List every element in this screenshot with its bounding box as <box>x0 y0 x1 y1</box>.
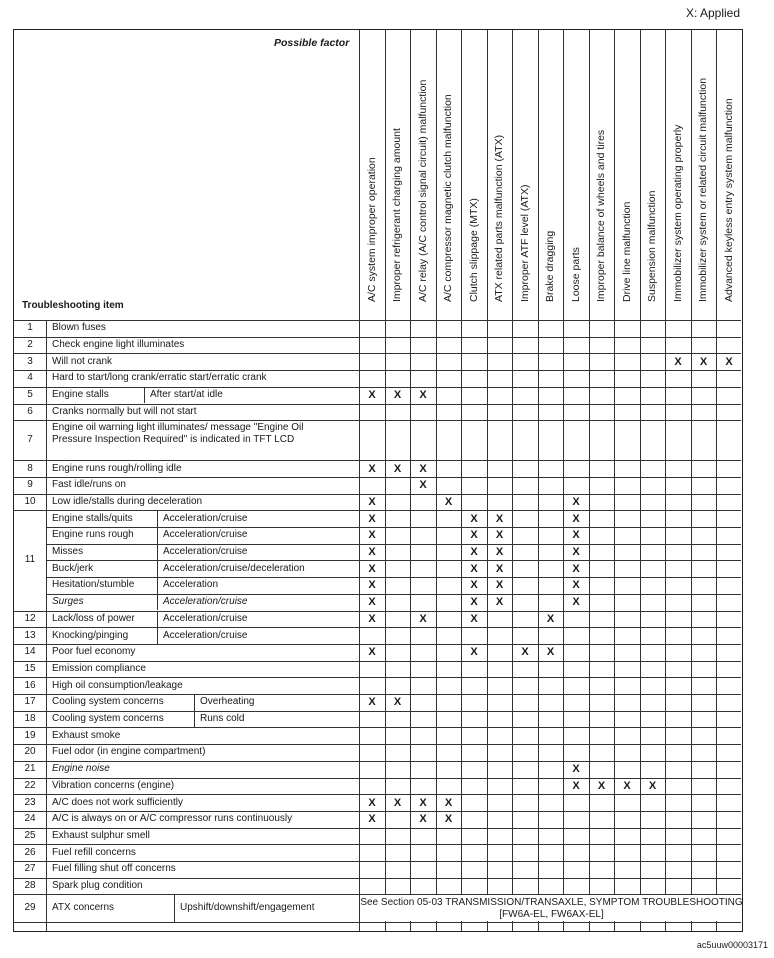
row-number: 9 <box>27 479 33 491</box>
applied-mark: X <box>419 796 427 809</box>
applied-mark: X <box>495 596 504 609</box>
factor-column-header <box>385 30 411 320</box>
applied-mark: X <box>470 646 478 659</box>
applied-mark: X <box>470 529 478 542</box>
applied-mark: X <box>674 355 682 368</box>
row-divider <box>14 811 741 812</box>
row-divider <box>14 711 741 712</box>
factor-label: Loose parts <box>569 247 582 302</box>
factor-column-header <box>487 30 513 320</box>
row-divider <box>14 353 741 354</box>
applied-mark: X <box>368 646 376 659</box>
applied-mark: X <box>368 696 376 709</box>
row-divider <box>14 404 741 405</box>
condition: Acceleration/cruise <box>163 546 248 558</box>
applied-mark: X <box>470 596 478 609</box>
applied-mark: X <box>572 562 580 575</box>
applied-mark: X <box>725 355 733 368</box>
row-number: 6 <box>27 405 33 417</box>
factor-column-header <box>665 30 691 320</box>
troubleshooting-item: Fuel filling shut off concerns <box>52 863 176 875</box>
factor-column-header <box>359 30 385 320</box>
troubleshooting-item: Blown fuses <box>52 322 106 334</box>
row-number: 27 <box>24 863 36 875</box>
condition: Acceleration/cruise <box>163 629 248 641</box>
row-number: 29 <box>24 902 36 914</box>
troubleshooting-item: Fuel refill concerns <box>52 846 136 858</box>
row-divider <box>14 337 741 338</box>
applied-mark: X <box>368 596 376 609</box>
troubleshooting-item: Vibration concerns (engine) <box>52 779 175 791</box>
applied-mark: X <box>597 779 606 792</box>
applied-mark: X <box>393 796 402 809</box>
troubleshooting-item: Emission compliance <box>52 662 146 674</box>
troubleshooting-item: Surges <box>52 596 84 608</box>
troubleshooting-item: Check engine light illuminates <box>52 339 185 351</box>
condition-divider <box>174 894 175 922</box>
row-divider <box>14 878 741 879</box>
row-divider <box>14 644 741 645</box>
applied-mark: X <box>495 562 504 575</box>
factor-label: Brake dragging <box>544 230 557 302</box>
factor-column-header <box>436 30 462 320</box>
troubleshooting-table <box>13 29 743 932</box>
row-divider <box>14 370 741 371</box>
applied-mark: X <box>444 813 453 826</box>
troubleshooting-item: Cooling system concerns <box>52 696 164 708</box>
troubleshooting-item: Engine oil warning light illuminates/ message "Engine Oil Pressure Inspection Required" is indicated in TFT LCD <box>52 422 304 446</box>
row-divider <box>14 387 741 388</box>
applied-mark: X <box>368 529 376 542</box>
factor-label: Clutch slippage (MTX) <box>467 198 480 302</box>
applied-mark: X <box>648 779 657 792</box>
condition-divider <box>157 611 158 628</box>
condition: Acceleration/cruise <box>163 596 248 608</box>
factor-label: ATX related parts malfunction (ATX) <box>493 134 506 302</box>
applied-mark: X <box>572 779 580 792</box>
legend: X: Applied <box>685 6 740 20</box>
condition-divider <box>157 544 158 561</box>
figure-id: ac5uuw00003171 <box>696 940 768 950</box>
troubleshooting-item: Will not crank <box>52 355 113 367</box>
row-number: 4 <box>27 372 33 384</box>
row-number: 21 <box>24 763 36 775</box>
applied-mark: X <box>572 529 580 542</box>
row-number: 23 <box>24 796 36 808</box>
applied-mark: X <box>368 462 376 475</box>
row-number: 12 <box>24 612 36 624</box>
applied-mark: X <box>368 612 376 625</box>
applied-mark: X <box>495 529 504 542</box>
row-number: 25 <box>24 829 36 841</box>
condition: After start/at idle <box>150 389 223 401</box>
applied-mark: X <box>546 646 555 659</box>
applied-mark: X <box>368 579 376 592</box>
troubleshooting-item: Engine noise <box>52 763 110 775</box>
applied-mark: X <box>572 596 580 609</box>
factor-label: A/C relay (A/C control signal circuit) malfunction <box>416 79 429 302</box>
applied-mark: X <box>419 612 427 625</box>
condition-divider <box>157 560 158 577</box>
condition-divider <box>194 711 195 728</box>
row-divider <box>14 611 741 612</box>
row-divider <box>14 627 741 628</box>
factor-label: Improper refrigerant charging amount <box>391 128 404 302</box>
troubleshooting-item: High oil consumption/leakage <box>52 679 183 691</box>
factor-label: Improper balance of wheels and tires <box>595 129 608 302</box>
condition-divider <box>157 627 158 644</box>
applied-mark: X <box>419 813 427 826</box>
row-divider <box>14 761 741 762</box>
applied-mark: X <box>368 512 376 525</box>
row-divider <box>14 861 741 862</box>
troubleshooting-item: Engine stalls/quits <box>52 512 133 524</box>
row-number: 15 <box>24 662 36 674</box>
row-number: 24 <box>24 813 36 825</box>
row-divider <box>14 844 741 845</box>
row-divider <box>46 594 741 595</box>
applied-mark: X <box>572 512 580 525</box>
row-divider <box>46 577 741 578</box>
applied-mark: X <box>572 763 580 776</box>
factor-column-header <box>563 30 589 320</box>
factor-label: Immobilizer system operating properly <box>671 124 684 302</box>
row-number: 8 <box>27 462 33 474</box>
row-number: 10 <box>24 495 36 507</box>
condition-divider <box>194 694 195 711</box>
factor-label: A/C compressor magnetic clutch malfunction <box>442 94 455 302</box>
applied-mark: X <box>572 579 580 592</box>
troubleshooting-item: A/C does not work sufficiently <box>52 796 183 808</box>
applied-mark: X <box>572 495 580 508</box>
possible-factor-header: Possible factor <box>274 37 350 49</box>
row-number: 3 <box>27 355 33 367</box>
row-number: 16 <box>24 679 36 691</box>
troubleshooting-item: Fast idle/runs on <box>52 479 126 491</box>
row-number: 17 <box>24 696 36 708</box>
see-section-note: See Section 05-03 TRANSMISSION/TRANSAXLE, SYMPTOM TROUBLESHOOTING [FW6A-EL, FW6AX-EL] <box>360 897 743 921</box>
row-number: 1 <box>27 322 33 334</box>
condition-divider <box>157 594 158 611</box>
row-divider <box>14 420 741 421</box>
factor-column-header <box>640 30 666 320</box>
row-divider <box>14 460 741 461</box>
row-number: 14 <box>24 646 36 658</box>
row-divider <box>14 727 741 728</box>
applied-mark: X <box>521 646 529 659</box>
header-divider <box>14 320 741 321</box>
row-number: 19 <box>24 729 36 741</box>
condition: Overheating <box>200 696 255 708</box>
troubleshooting-item: Lack/loss of power <box>52 612 135 624</box>
troubleshooting-item: Hesitation/stumble <box>52 579 135 591</box>
factor-column-header <box>410 30 436 320</box>
row-divider <box>14 494 741 495</box>
row-divider <box>14 661 741 662</box>
applied-mark: X <box>623 779 631 792</box>
applied-mark: X <box>470 546 478 559</box>
applied-mark: X <box>368 546 376 559</box>
factor-label: Advanced keyless entry system malfunction <box>722 98 735 302</box>
applied-mark: X <box>470 562 478 575</box>
row-divider <box>14 694 741 695</box>
row-divider <box>14 477 741 478</box>
troubleshooting-item: Misses <box>52 546 84 558</box>
row-divider <box>46 544 741 545</box>
condition-divider <box>157 577 158 594</box>
applied-mark: X <box>368 813 376 826</box>
row-divider <box>14 922 741 923</box>
row-divider <box>14 794 741 795</box>
troubleshooting-item: Fuel odor (in engine compartment) <box>52 746 206 758</box>
applied-mark: X <box>495 546 504 559</box>
troubleshooting-item: Cooling system concerns <box>52 713 164 725</box>
condition: Acceleration <box>163 579 219 591</box>
troubleshooting-item: Poor fuel economy <box>52 646 136 658</box>
factor-label: Suspension malfunction <box>646 190 659 302</box>
row-number: 13 <box>24 629 36 641</box>
row-number: 28 <box>24 880 36 892</box>
troubleshooting-item: A/C is always on or A/C compressor runs continuously <box>52 813 293 825</box>
applied-mark: X <box>419 462 427 475</box>
factor-column-header <box>512 30 538 320</box>
row-divider <box>46 527 741 528</box>
troubleshooting-item: Knocking/pinging <box>52 629 129 641</box>
number-column-divider <box>46 320 47 931</box>
applied-mark: X <box>444 495 453 508</box>
applied-mark: X <box>368 796 376 809</box>
factor-label: Immobilizer system or related circuit malfunction <box>697 77 710 302</box>
troubleshooting-item: Exhaust sulphur smell <box>52 829 150 841</box>
condition: Acceleration/cruise <box>163 612 248 624</box>
troubleshooting-item: Spark plug condition <box>52 880 143 892</box>
factor-column-header <box>589 30 615 320</box>
condition: Runs cold <box>200 713 245 725</box>
applied-mark: X <box>546 612 555 625</box>
row-number: 22 <box>24 779 36 791</box>
troubleshooting-item: Hard to start/long crank/erratic start/erratic crank <box>52 372 267 384</box>
condition: Upshift/downshift/engagement <box>180 902 315 914</box>
troubleshooting-item: ATX concerns <box>52 902 115 914</box>
row-divider <box>14 744 741 745</box>
factor-column-header <box>538 30 564 320</box>
applied-mark: X <box>699 355 708 368</box>
row-divider <box>46 560 741 561</box>
troubleshooting-item-header: Troubleshooting item <box>22 300 124 311</box>
row-divider <box>14 510 741 511</box>
row-number: 26 <box>24 846 36 858</box>
troubleshooting-item: Low idle/stalls during deceleration <box>52 495 203 507</box>
factor-label: Improper ATF level (ATX) <box>518 184 531 302</box>
condition-divider <box>157 527 158 544</box>
row-number: 20 <box>24 746 36 758</box>
applied-mark: X <box>393 462 402 475</box>
factor-column-header <box>461 30 487 320</box>
applied-mark: X <box>393 389 402 402</box>
applied-mark: X <box>393 696 402 709</box>
troubleshooting-item: Engine stalls <box>52 389 109 401</box>
condition: Acceleration/cruise <box>163 529 248 541</box>
troubleshooting-item: Engine runs rough/rolling idle <box>52 462 182 474</box>
applied-mark: X <box>368 495 376 508</box>
applied-mark: X <box>444 796 453 809</box>
applied-mark: X <box>495 512 504 525</box>
condition-divider <box>144 387 145 404</box>
row-divider <box>14 828 741 829</box>
troubleshooting-item: Exhaust smoke <box>52 729 121 741</box>
factor-column-header <box>716 30 742 320</box>
factor-column-header <box>614 30 640 320</box>
row-number: 7 <box>27 434 33 446</box>
row-number: 18 <box>24 713 36 725</box>
applied-mark: X <box>470 579 478 592</box>
troubleshooting-item: Cranks normally but will not start <box>52 405 197 417</box>
applied-mark: X <box>495 579 504 592</box>
row-divider <box>14 677 741 678</box>
condition: Acceleration/cruise <box>163 512 248 524</box>
row-divider <box>14 778 741 779</box>
applied-mark: X <box>572 546 580 559</box>
applied-mark: X <box>368 389 376 402</box>
row-number: 5 <box>27 389 33 401</box>
row-number: 11 <box>24 554 36 566</box>
applied-mark: X <box>419 479 427 492</box>
condition-divider <box>157 510 158 527</box>
applied-mark: X <box>470 612 478 625</box>
applied-mark: X <box>368 562 376 575</box>
troubleshooting-item: Engine runs rough <box>52 529 134 541</box>
applied-mark: X <box>470 512 478 525</box>
applied-mark: X <box>419 389 427 402</box>
troubleshooting-item: Buck/jerk <box>52 562 94 574</box>
factor-label: Drive line malfunction <box>620 201 633 302</box>
factor-column-header <box>691 30 717 320</box>
condition: Acceleration/cruise/deceleration <box>163 562 305 574</box>
row-number: 2 <box>27 339 33 351</box>
factor-label: A/C system improper operation <box>365 157 378 302</box>
